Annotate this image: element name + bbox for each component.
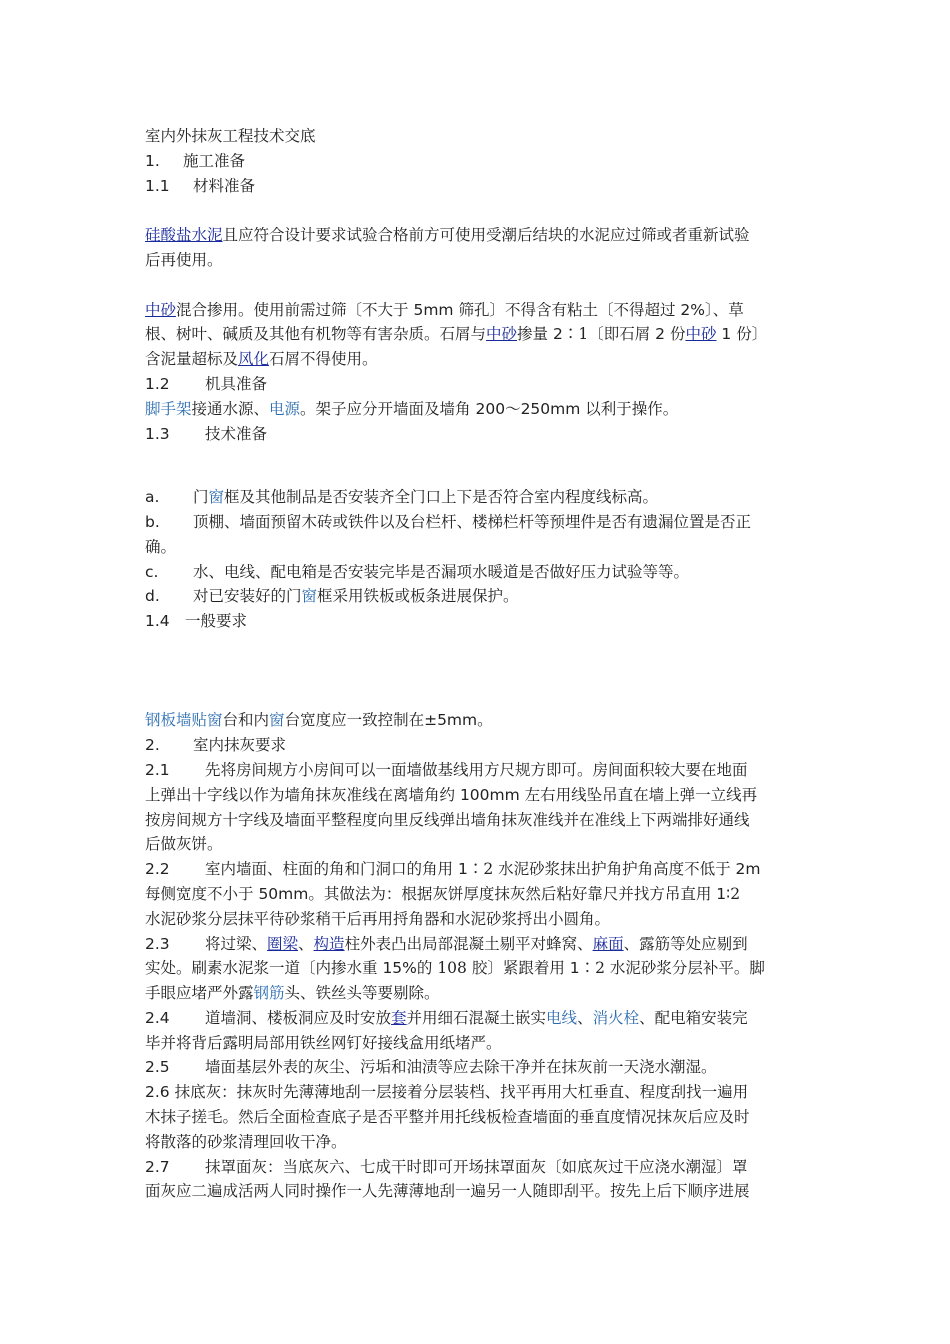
heading-1-4: [145, 609, 810, 634]
paragraph-text: 、露筋等处应剔到: [623, 934, 748, 953]
paragraph-text: 顶棚、墙面预留木砖或铁件以及台栏杆、楼梯栏杆等预埋件是否有遗漏位置是否正: [193, 512, 752, 531]
heading-text: 施工准备: [183, 151, 246, 170]
link-window[interactable]: 窗: [208, 488, 225, 507]
paragraph-text: ∶1〔即石屑: [562, 325, 656, 344]
paragraph-2-4-cont: [145, 1031, 810, 1056]
heading-number: 1.: [145, 151, 160, 170]
paragraph-2-7: [145, 1155, 810, 1180]
paragraph-2-2-cont: [145, 882, 810, 907]
paragraph-text: 每侧宽度不小于: [145, 884, 259, 903]
paragraph-text: ∶2: [726, 884, 741, 903]
paragraph-text: 掺量: [517, 325, 553, 344]
paragraph-text: 份〕: [731, 325, 768, 344]
paragraph-text: 、: [298, 934, 314, 953]
heading-number: 2.: [145, 736, 160, 755]
paragraph-text: 后做灰饼。: [145, 835, 223, 854]
paragraph-text: 木抹子搓毛。然后全面检查底子是否平整并用托线板检查墙面的垂直度情况抹灰后应及时: [145, 1108, 750, 1127]
link-fire-hydrant[interactable]: 消火栓: [592, 1008, 640, 1027]
paragraph-value: 2%: [680, 300, 705, 319]
link-medium-sand[interactable]: 中砂: [685, 325, 717, 344]
paragraph-cement: [145, 223, 810, 248]
paragraph-text: 面灰应二遍成活两人同时操作一人先薄薄地刮一遍另一人随即刮平。按先上后下顺序进展: [145, 1182, 750, 1201]
link-ring-beam[interactable]: 圈梁: [267, 934, 299, 953]
paragraph-2-6: [145, 1080, 810, 1105]
list-label: a.: [145, 488, 160, 507]
paragraph-2-3-cont: [145, 981, 810, 1006]
paragraph-text: 按房间规方十字线及墙面平整程度向里反线弹出墙角抹灰准线并在准线上下两端排好通线: [145, 810, 750, 829]
heading-1-3: [145, 422, 810, 447]
paragraph-text: 头、铁丝头等要剔除。: [284, 984, 440, 1003]
paragraph-tools: [145, 397, 810, 422]
link-portland-cement[interactable]: 硅酸盐水泥: [145, 226, 223, 245]
paragraph-text: 对已安装好的门: [193, 587, 302, 606]
link-structural[interactable]: 构造: [313, 934, 345, 953]
paragraph-cement-cont: [145, 248, 810, 273]
paragraph-value: 2: [655, 325, 666, 344]
link-steel-plate[interactable]: 钢板墙贴: [145, 711, 208, 730]
paragraph-text: 确。: [145, 537, 177, 556]
paragraph-text: 石屑不得使用。: [269, 350, 378, 369]
link-pitted-surface[interactable]: 麻面: [592, 934, 624, 953]
list-label: b.: [145, 512, 160, 531]
paragraph-value: 15%: [382, 959, 417, 978]
paragraph-value: 5mm: [413, 300, 454, 319]
paragraph-2-3-cont: [145, 956, 810, 981]
paragraph-value: 200～250mm: [475, 399, 581, 418]
paragraph-2-2: [145, 857, 810, 882]
paragraph-value: 1: [716, 884, 727, 903]
paragraph-text: 后再使用。: [145, 250, 223, 269]
link-sleeve[interactable]: 套: [391, 1008, 407, 1027]
paragraph-2-1-cont: [145, 832, 810, 857]
paragraph-sand-cont: [145, 322, 810, 347]
link-window[interactable]: 窗: [301, 587, 318, 606]
paragraph-value: ±5mm: [424, 711, 478, 730]
paragraph-text: 将散落的砂浆清理回收干净。: [145, 1132, 347, 1151]
heading-number: 1.1: [145, 176, 170, 195]
paragraph-text: 抹罩面灰：当底灰六、七成干时即可开场抹罩面灰〔如底灰过干应浇水潮湿〕罩: [205, 1157, 748, 1176]
heading-number: 1.2: [145, 374, 170, 393]
list-item-c: [145, 560, 810, 585]
paragraph-text: 台和内: [222, 711, 270, 730]
list-item-b: [145, 510, 810, 535]
list-item-d: [145, 584, 810, 609]
paragraph-text: 根、树叶、碱质及其他有机物等有害杂质。石屑与: [145, 325, 487, 344]
paragraph-text: 混合掺用。使用前需过筛〔不大于: [176, 300, 414, 319]
paragraph-value: 1: [457, 860, 468, 879]
paragraph-text: 柱外表凸出局部混凝土剔平对蜂窝、: [344, 934, 593, 953]
paragraph-text: 的 108 胶〕紧跟着用: [416, 959, 570, 978]
paragraph-text: 、配电箱安装完: [639, 1008, 748, 1027]
paragraph-text: 。其做法为：根据灰饼厚度抹灰然后粘好靠尺并找方吊直用: [308, 884, 717, 903]
paragraph-number: 2.7: [145, 1157, 170, 1176]
link-medium-sand[interactable]: 中砂: [486, 325, 518, 344]
paragraph-text: ∶2 水泥砂浆分层补平。脚: [579, 959, 765, 978]
document-title: 室内外抹灰工程技术交底: [145, 127, 316, 145]
heading-text: 材料准备: [193, 176, 256, 195]
heading-number: 1.3: [145, 424, 170, 443]
paragraph-text: 道墙洞、楼板洞应及时安放: [205, 1008, 392, 1027]
paragraph-text: 手眼应堵严外露: [145, 984, 254, 1003]
paragraph-text: 接通水源、: [191, 399, 270, 418]
paragraph-steel-plate: [145, 708, 810, 733]
list-label: d.: [145, 587, 160, 606]
paragraph-text: 框采用铁板或板条进展保护。: [317, 587, 519, 606]
paragraph-2-1-cont: [145, 783, 810, 808]
heading-number: 1.4: [145, 612, 170, 631]
link-scaffold[interactable]: 脚手架: [145, 399, 192, 418]
paragraph-text: 份: [665, 325, 686, 344]
paragraph-text: 以利于操作。: [580, 399, 679, 418]
paragraph-text: ∶2 水泥砂浆抹出护角护角高度不低于: [467, 860, 736, 879]
paragraph-text: 将过梁、: [205, 934, 268, 953]
heading-1-1: [145, 174, 810, 199]
paragraph-2-1-cont: [145, 808, 810, 833]
paragraph-2-4: [145, 1006, 810, 1031]
paragraph-2-5: [145, 1055, 810, 1080]
paragraph-2-7-cont: [145, 1179, 810, 1204]
paragraph-text: 门: [193, 488, 209, 507]
paragraph-value: 50mm: [258, 884, 309, 903]
heading-text: 机具准备: [205, 374, 268, 393]
list-label: c.: [145, 562, 159, 581]
paragraph-2-6-cont: [145, 1130, 810, 1155]
paragraph-text: 墙面基层外表的灰尘、污垢和油渍等应去除干净并在抹灰前一天浇水潮湿。: [205, 1058, 717, 1077]
paragraph-text: 〕、草: [704, 300, 744, 319]
paragraph-value: 2: [552, 325, 563, 344]
paragraph-2-6-cont: [145, 1105, 810, 1130]
paragraph-value: 1: [569, 959, 580, 978]
paragraph-text: 上弹出十字线以作为墙角抹灰准线在离墙角约: [145, 785, 460, 804]
paragraph-text: 。: [477, 711, 493, 730]
paragraph-sand-cont: [145, 347, 810, 372]
paragraph-value: 100mm: [459, 785, 520, 804]
paragraph-text: 并用细石混凝土嵌实: [406, 1008, 547, 1027]
paragraph-text: 含泥量超标及: [145, 350, 239, 369]
paragraph-2-2-cont: [145, 907, 810, 932]
paragraph-sand: [145, 298, 810, 323]
paragraph-text: 、: [577, 1008, 593, 1027]
paragraph-text: 抹底灰：抹灰时先薄薄地刮一层接着分层装档、找平再用大杠垂直、程度刮找一遍用: [169, 1083, 749, 1102]
heading-1-2: [145, 372, 810, 397]
paragraph-text: 。架子应分开墙面及墙角: [300, 399, 476, 418]
link-medium-sand[interactable]: 中砂: [145, 300, 177, 319]
paragraph-text: 左右用线坠吊直在墙上弹一立线再: [519, 785, 758, 804]
paragraph-text: 水泥砂浆分层抹平待砂浆稍干后再用捋角器和水泥砂浆捋出小圆角。: [145, 909, 611, 928]
heading-text: 技术准备: [205, 424, 268, 443]
list-item-a: [145, 485, 810, 510]
paragraph-2-1: [145, 758, 810, 783]
paragraph-text: 水、电线、配电箱是否安装完毕是否漏项水暖道是否做好压力试验等等。: [193, 562, 690, 581]
paragraph-value: 1: [716, 325, 732, 344]
link-weathering[interactable]: 风化: [238, 350, 270, 369]
heading-2: [145, 733, 810, 758]
paragraph-text: 先将房间规方小房间可以一面墙做基线用方尺规方即可。房间面积较大要在地面: [205, 760, 748, 779]
paragraph-text: 室内墙面、柱面的角和门洞口的角用: [205, 860, 458, 879]
paragraph-number: 2.3: [145, 934, 170, 953]
paragraph-number: 2.6: [145, 1083, 170, 1102]
document-body: [145, 124, 810, 1204]
paragraph-2-3: [145, 932, 810, 957]
link-wire[interactable]: 电线: [546, 1008, 578, 1027]
paragraph-value: 2m: [735, 860, 761, 879]
heading-text: 室内抹灰要求: [193, 736, 287, 755]
paragraph-number: 2.1: [145, 760, 170, 779]
link-window[interactable]: 窗: [269, 711, 285, 730]
heading-text: 一般要求: [185, 612, 248, 631]
paragraph-text: 框及其他制品是否安装齐全门口上下是否符合室内程度线标高。: [224, 488, 659, 507]
paragraph-text: 且应符合设计要求试验合格前方可使用受潮后结块的水泥应过筛或者重新试验: [222, 226, 750, 245]
paragraph-text: 筛孔〕不得含有粘土〔不得超过: [453, 300, 681, 319]
heading-1: [145, 149, 810, 174]
paragraph-number: 2.2: [145, 860, 170, 879]
link-window[interactable]: 窗: [207, 711, 223, 730]
paragraph-text: 毕并将背后露明局部用铁丝网钉好接线盒用纸堵严。: [145, 1033, 502, 1052]
paragraph-number: 2.5: [145, 1058, 170, 1077]
link-power[interactable]: 电源: [269, 399, 301, 418]
list-item-b-cont: [145, 535, 810, 560]
paragraph-number: 2.4: [145, 1008, 170, 1027]
paragraph-text: 实处。刷素水泥浆一道〔内掺水重: [145, 959, 383, 978]
link-rebar[interactable]: 钢筋: [253, 984, 285, 1003]
paragraph-text: 台宽度应一致控制在: [284, 711, 425, 730]
